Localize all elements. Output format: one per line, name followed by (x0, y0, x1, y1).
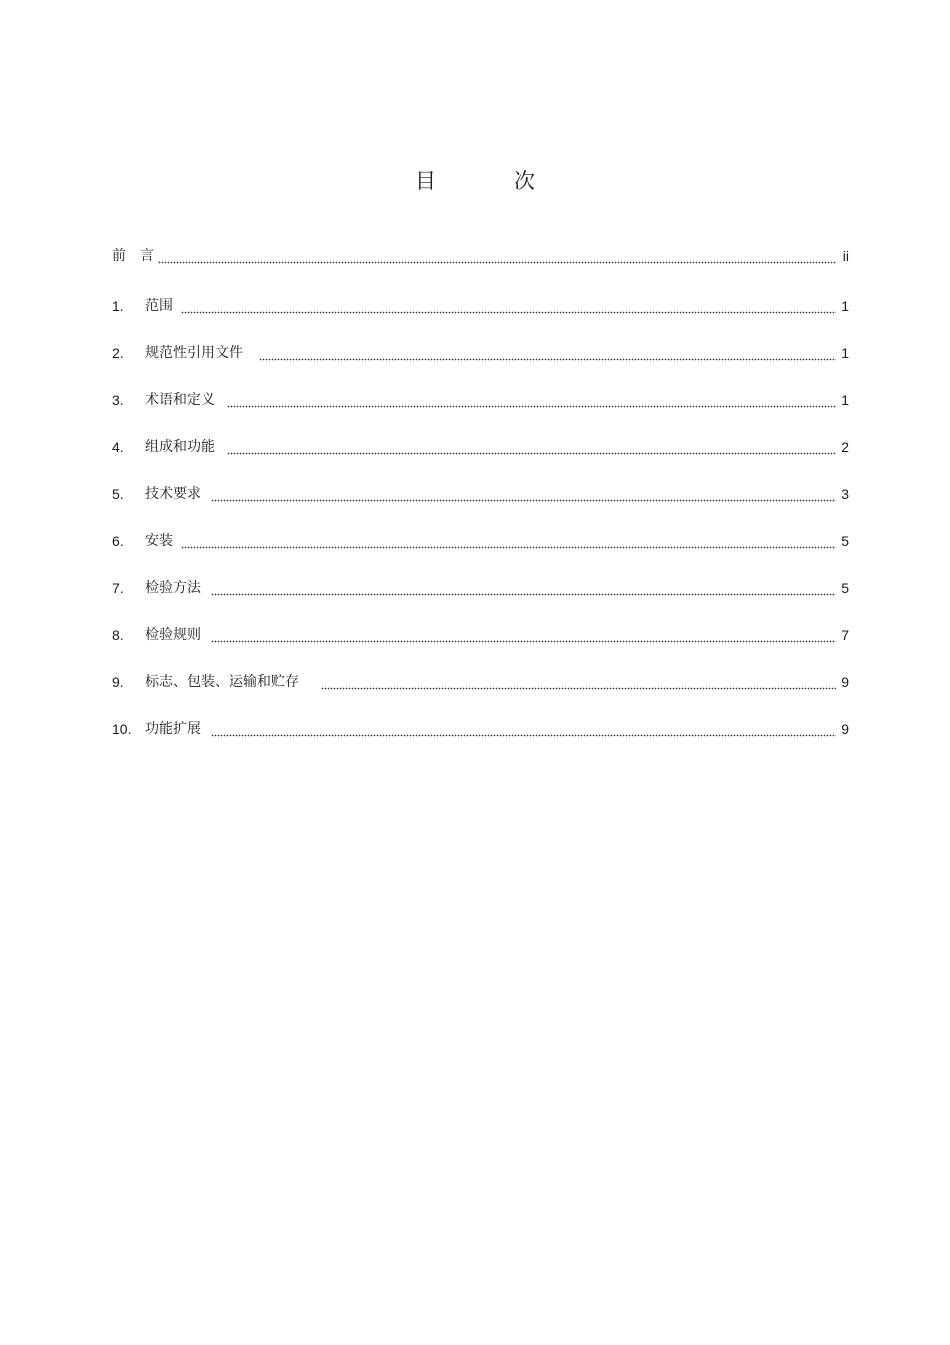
toc-entry-7[interactable] (112, 578, 849, 598)
toc-leader-dots (211, 584, 836, 596)
toc-entry-10[interactable] (112, 719, 849, 739)
toc-entry-number: 6. (112, 533, 124, 549)
toc-entry-number: 3. (112, 392, 124, 408)
toc-entry-number: 1. (112, 298, 124, 314)
toc-entry-page: 2 (841, 439, 849, 455)
toc-leader-dots (321, 678, 836, 690)
toc-entry-number: 10. (112, 721, 132, 737)
toc-entry-label: 技术要求 (145, 486, 201, 502)
toc-entry-label: 检验方法 (145, 580, 201, 596)
toc-entry-label: 规范性引用文件 (145, 345, 243, 361)
toc-entry-number: 7. (112, 580, 124, 596)
toc-entry-6[interactable] (112, 531, 849, 551)
toc-entry-label: 安装 (145, 533, 173, 549)
toc-entry-page: 3 (841, 486, 849, 502)
toc-entry-3[interactable] (112, 390, 849, 410)
toc-entry-page: 1 (841, 298, 849, 314)
toc-entry-label: 范围 (145, 298, 173, 314)
page-title-char-1: 目 (415, 169, 436, 193)
toc-entry-label: 前 言 (112, 248, 154, 264)
toc-entry-number: 2. (112, 345, 124, 361)
toc-leader-dots (158, 252, 836, 264)
toc-entry-label: 术语和定义 (145, 392, 215, 408)
toc-entry-page: 9 (841, 674, 849, 690)
toc-entry-number: 8. (112, 627, 124, 643)
toc-entry-page: 1 (841, 345, 849, 361)
toc-leader-dots (211, 490, 836, 502)
page-title (0, 165, 950, 195)
toc-leader-dots (181, 302, 836, 314)
toc-entry-page: ii (842, 248, 849, 264)
toc-leader-dots (259, 349, 836, 361)
toc-leader-dots (227, 443, 836, 455)
toc-entry-number: 9. (112, 674, 124, 690)
toc-entry-page: 7 (841, 627, 849, 643)
toc-leader-dots (211, 725, 836, 737)
toc-entry-page: 9 (841, 721, 849, 737)
toc-leader-dots (211, 631, 836, 643)
toc-entry-label: 功能扩展 (145, 721, 201, 737)
toc-leader-dots (181, 537, 836, 549)
toc-entry-label: 检验规则 (145, 627, 201, 643)
toc-entry-number: 4. (112, 439, 124, 455)
toc-entry-page: 5 (841, 580, 849, 596)
toc-entry-8[interactable] (112, 625, 849, 645)
toc-entry-2[interactable] (112, 343, 849, 363)
toc-entry-1[interactable] (112, 296, 849, 316)
page-title-char-2: 次 (514, 169, 535, 193)
toc-entry-label: 组成和功能 (145, 439, 215, 455)
toc-entry-9[interactable] (112, 672, 849, 692)
toc-entry-page: 1 (841, 392, 849, 408)
toc-leader-dots (227, 396, 836, 408)
toc-entry-page: 5 (841, 533, 849, 549)
toc-entry-4[interactable] (112, 437, 849, 457)
toc-entry-label: 标志、包装、运输和贮存 (145, 674, 299, 690)
toc-entry-preface[interactable] (112, 246, 849, 266)
toc-entry-number: 5. (112, 486, 124, 502)
toc-entry-5[interactable] (112, 484, 849, 504)
